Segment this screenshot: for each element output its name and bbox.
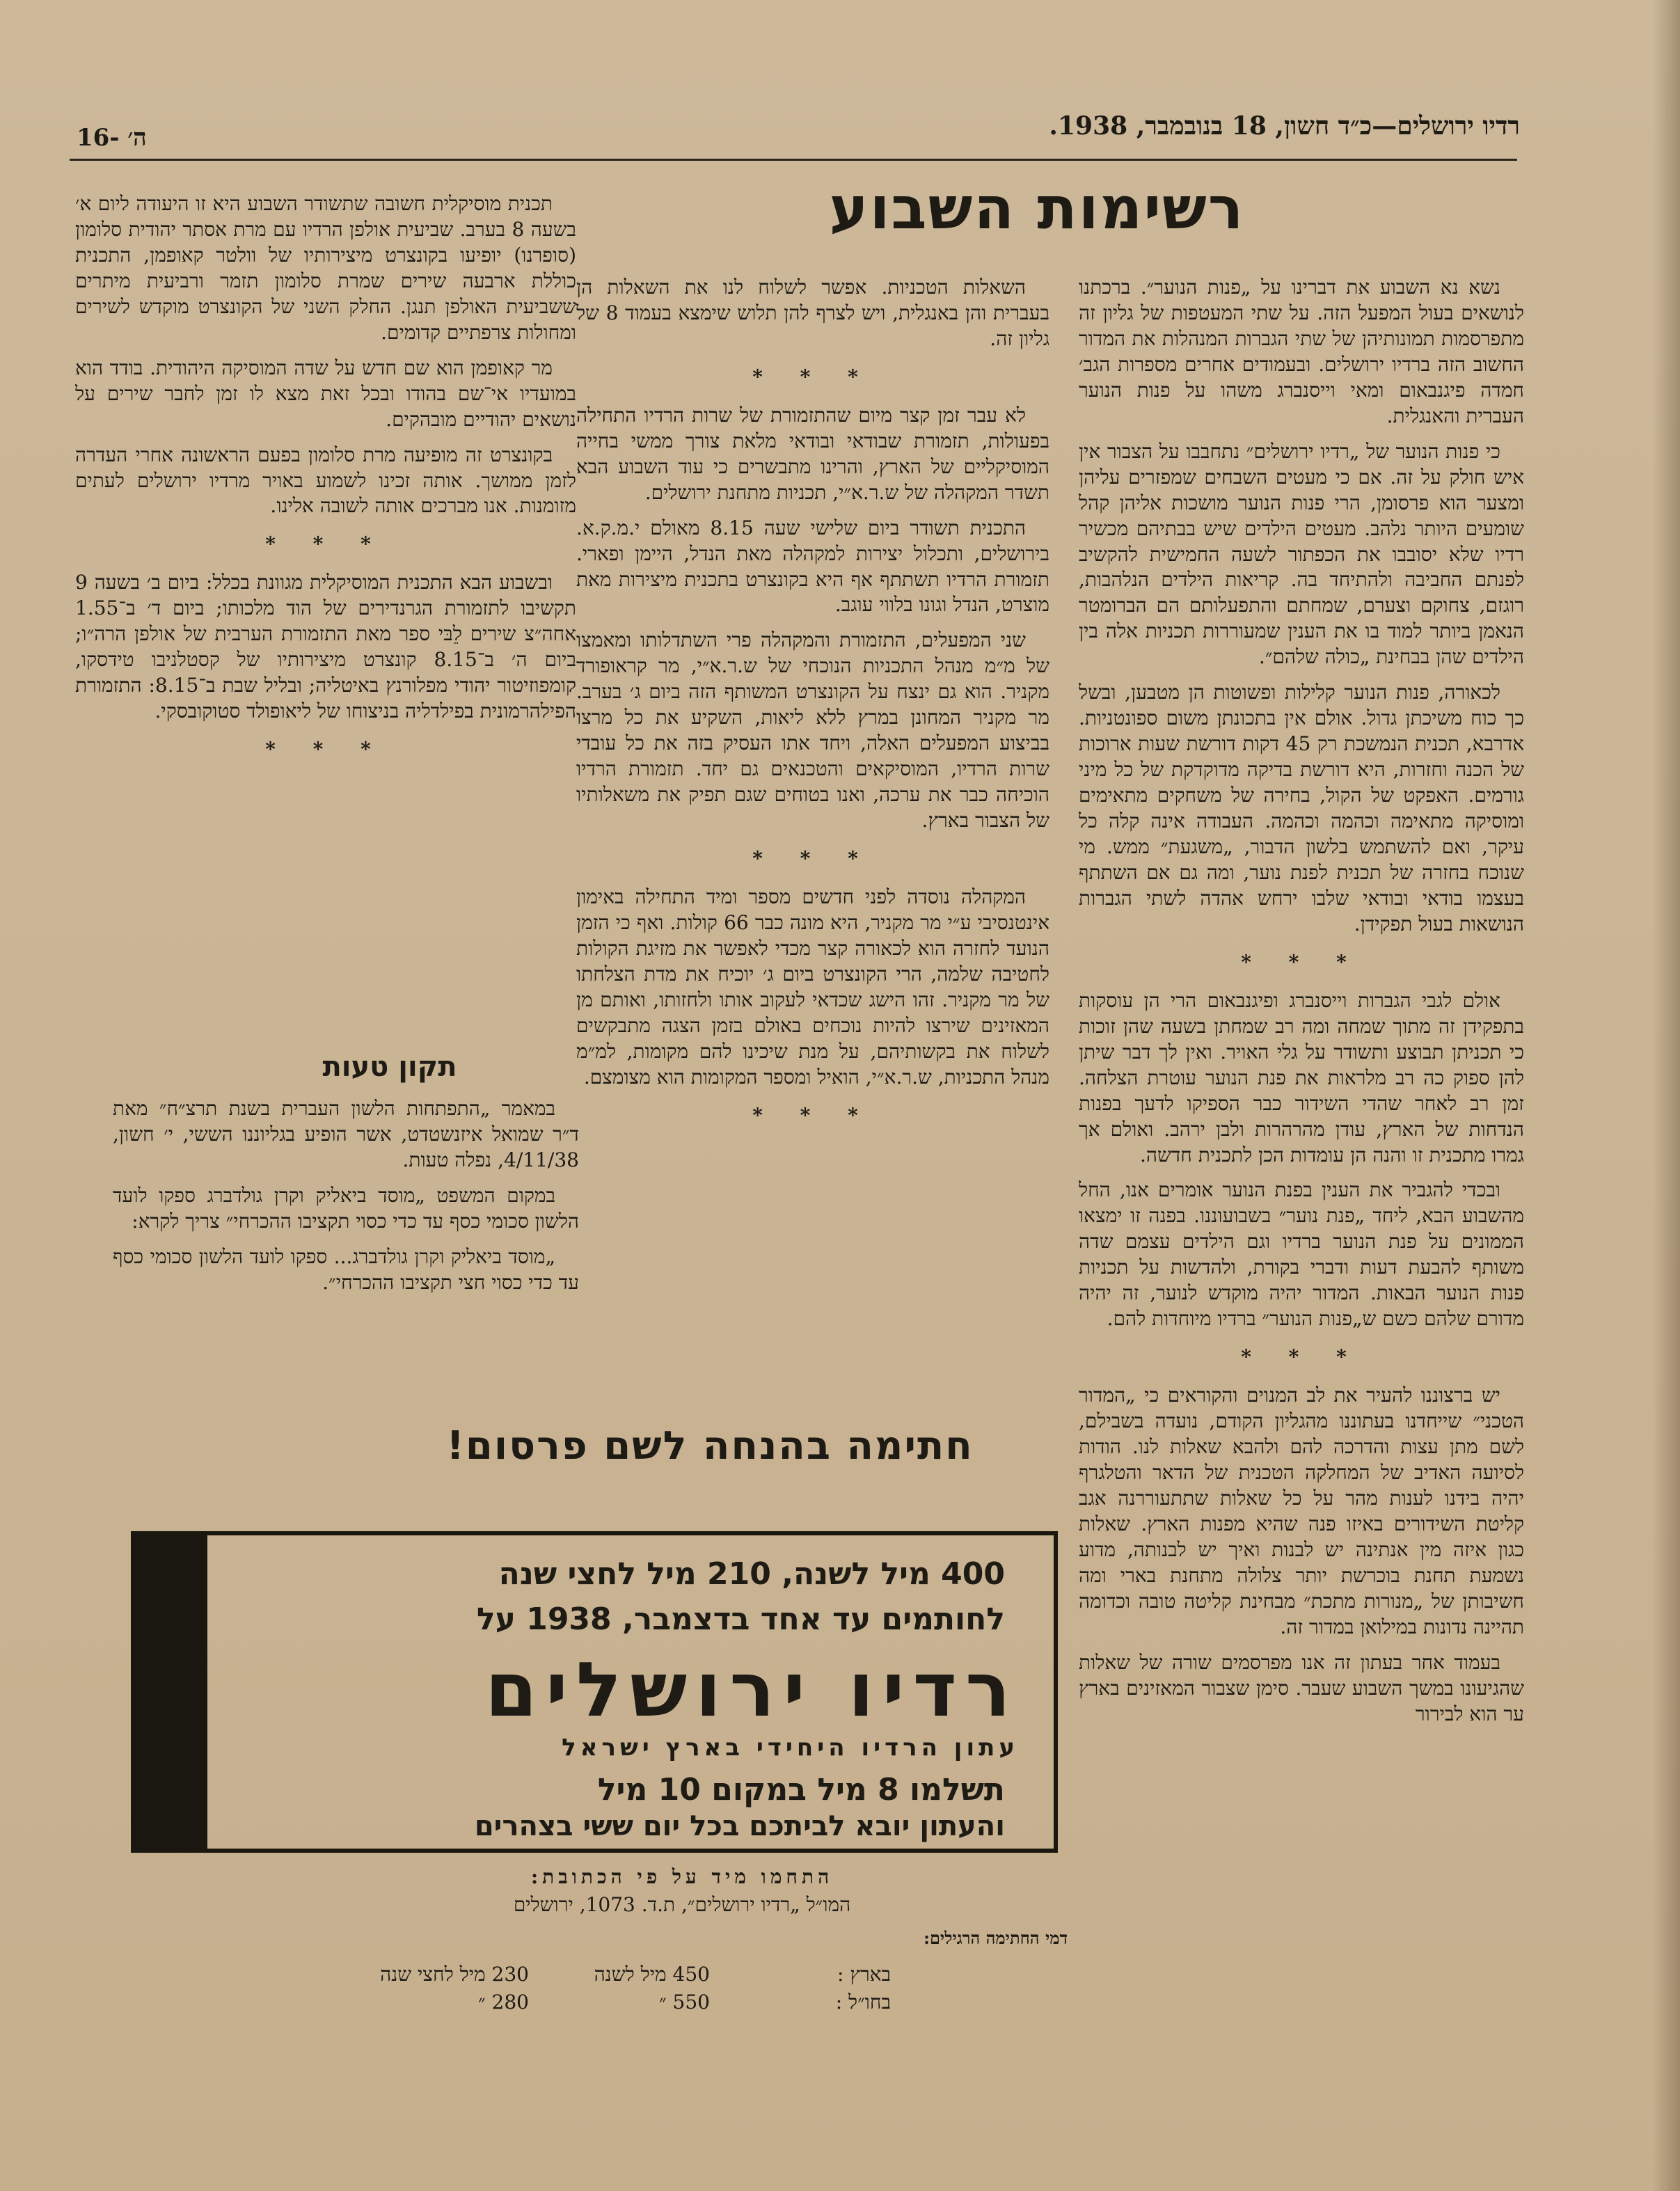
dateline: רדיו ירושלים—כ״ד חשון, 18 בנובמבר, 1938.	[1049, 111, 1520, 141]
paragraph: במקום המשפט „מוסד ביאליק וקרן גולדברג ספקו לועד הלשון סכומי כסף עד כדי כסוי תקציבו ההכרחי״ צריך לקרא:	[113, 1183, 579, 1233]
paragraph: בעמוד אחר בעתון זה אנו מפרסמים שורה של שאלות שהגיעונו במשך השבוע שעבר. סימן שצבור המאזינים בארץ ער הוא לבירור	[1079, 1650, 1524, 1725]
ad-price-line: 400 מיל לשנה, 210 מיל לחצי שנה	[498, 1556, 1005, 1592]
separator-stars: * * *	[265, 738, 386, 761]
ad-brand: רדיו ירושלים	[484, 1647, 1019, 1734]
paragraph: תכנית מוסיקלית חשובה שתשודר השבוע היא זו היעודה ליום א׳ בשעה 8 בערב. שביעית אולפן הרדיו עם מרת אסתר יהודית סלומון (סופרנו) יופיעו בקונצרט מיצירותיו של וולטר קאופמן, התכנית כוללת ארבעה שירים שמרת סלומון תזמר ורביעית מיתרים ששביעית האולפן תנגן. החלק השני של הקונצרט מוקדש לשירים ומחולות צרפתיים קדומים.	[75, 192, 576, 344]
prices-heading: דמי החתימה הרגילים:	[924, 1928, 1068, 1948]
paragraph: נשא נא השבוע את דברינו על „פנות הנוער״. ברכתנו לנושאים בעול המפעל הזה. על שתי המעטפות של גליון זה מתפרסמות תמונותיהן של שתי הגברות המנהלות את המדור החשוב הזה ברדיו ירושלים. ובעמודים אחרים מספרות הגב׳ חמדה פיגנבאום ומאי וייסנברג משהו על פנות הנוער העברית והאנגלית.	[1079, 276, 1524, 427]
paragraph: התכנית תשודר ביום שלישי שעה 8.15 מאולם י.מ.ק.א. בירושלים, ותכלול יצירות למקהלה מאת הנדל, היימן ופארי. תזמורת הרדיו תשתתף אף היא בקונצרט בתכנית מיצירות מאת מוצרט, הנדל וגונו בלווי עוגב.	[576, 516, 1049, 617]
paragraph: ובשבוע הבא התכנית המוסיקלית מגוונת בכלל: ביום ב׳ בשעה 9 תקשיבו לתזמורת הגרנדירים של הוד מלכותו; ביום ד׳ ב־1.55 אחה״צ שירים לֵבּי ספר מאת התזמורת הערבית של אולפן הרה״ו; ביום ה׳ ב־8.15 קונצרט מיצירותיו של קסטלניבו טידסקו, קומפוזיטור יהודי מפלורנץ באיטליה; ובליל שבת ב־8.15: התזמורת הפילהרמונית בפילדליה בניצוחו של ליאופולד סטוקובסקי.	[75, 571, 576, 723]
paragraph: לא עבר זמן קצר מיום שהתזמורת של שרות הרדיו התחילה בפעולות, תזמורת שבודאי ובודאי מלאת צורך ממשי בחייה המוסיקליים של הארץ, והרינו מתבשרים כי עוד השבוע הבא תשדר המקהלה של ש.ר.א״י, תכניות מתחנת ירושלים.	[576, 403, 1049, 504]
paragraph: המקהלה נוסדה לפני חדשים מספר ומיד התחילה באימון אינטנסיבי ע״י מר מקניר, היא מונה כבר 66 קולות. ואף כי הזמן הנועד לחזרה הוא לכאורה קצר מכדי לאפשר את מזיגת הקולות לחטיבה שלמה, הרי הקונצרט ביום ג׳ יוכיח את מדת הצלחתו של מר מקניר. זהו הישג שכדאי לעקוב אותו ולחזותו, ואותם מן המאזינים שירצו להיות נוכחים באולם בזמן הצגה מתבקשים לשלוח את בקשותיהם, על מנת שיכינו להם מקומות, למ״מ מנהל התכניות, ש.ר.א״י, הואיל ומספר המקומות הוא מצומצם.	[576, 885, 1049, 1089]
paragraph: שני המפעלים, התזמורת והמקהלה פרי השתדלותו ומאמצו של מ״מ מנהל התכניות הנוכחי של ש.ר.א״י, מר קראופורד מקניר. הוא גם ינצח על הקונצרט המשותף הזה ביום ג׳ בערב. מר מקניר המחונן במרץ ללא ליאות, השקיע את כל מרצו בביצוע המפעלים האלה, ויחד אתו העסיק בזה את כל עובדי שרות הרדיו, המוסיקאים והטכנאים גם יחד. תזמורת הרדיו הוכיחה כבר את ערכה, ואנו בטוחים שגם תפיק את משאלותיו של הצבור בארץ.	[576, 628, 1049, 832]
middle-column	[576, 275, 1049, 1347]
paragraph: יש ברצוננו להעיר את לב המנוים והקוראים כי „המדור הטכני״ שייחדנו בעתוננו מהגליון הקודם, נועדה בשבילם, לשם מתן עצות והדרכה להם ולהבא שאלות לנו. הודות לסיועה האדיב של המחלקה הטכנית של הדאר והטלגרף יהיה בידנו לענות מהר על כל שאלות שתתעוררנה אגב קליטת השידורים באיזו פנה שהיא מפנות הארץ. שאלות כגון איזה מין אנתינה יש לבנות ואיך יש לבנותה, מדוע נשמעת תחנת בוכרשת יותר צלולה מתחנת בארי ומה חשיבותן של „מנורות מתכת״ מבחינת קליטה טובה וכדומה תהיינה נדונות במילואן במדור זה.	[1079, 1384, 1524, 1638]
order-address: המו״ל „רדיו ירושלים״, ת.ד. 1073, ירושלים	[513, 1893, 851, 1916]
subscription-ad	[131, 1531, 1058, 1853]
separator-stars: * * *	[265, 532, 386, 556]
page-title: רשימות השבוע	[829, 174, 1245, 242]
price-half: 230 מיל לחצי שנה	[380, 1963, 529, 1986]
separator-stars: * * *	[752, 365, 873, 388]
separator-stars: * * *	[1241, 950, 1362, 974]
correction-heading: תקון טעות	[322, 1051, 457, 1083]
page-number: ה׳ -16	[77, 124, 147, 152]
right-column	[1079, 275, 1524, 2154]
paragraph: השאלות הטכניות. אפשר לשלוח לנו את השאלות הן בעברית והן באנגלית, ויש לצרף להן תלוש שימצא בעמוד 8 של גליון זה.	[576, 276, 1049, 350]
separator-stars: * * *	[1241, 1345, 1362, 1369]
page-edge-shadow	[1652, 0, 1680, 2191]
price-year: 550 ״	[659, 1991, 710, 2014]
ad-tagline: עתון הרדיו היחידי בארץ ישראל	[562, 1734, 1019, 1762]
separator-stars: * * *	[752, 1103, 873, 1127]
ad-deadline-line: לחותמים עד אחד בדצמבר, 1938 על	[476, 1601, 1005, 1637]
correction-notice	[113, 1096, 579, 1375]
header-rule	[70, 159, 1517, 161]
subscription-slogan: חתימה בהנחה לשם פרסום!	[446, 1423, 974, 1469]
paragraph: אולם לגבי הגברות וייסנברג ופיגנבאום הרי הן עוסקות בתפקידן זה מתוך שמחה ומה רב שמחתן בשעה שהן זוכות כי תכניתן תבוצע ותשודר על גלי האויר. ואין לך דבר שיתן להן ספוק כה רב מלראות את פנת הנוער עוטרת הצלחה. זמן רב לאחר שהדי השידור כבר הספיקו לדעך בפנות הנדחות של הארץ, עודן מהרהרות ולבן ירהב. ואולם אך גמרו מתכנית זו והנה הן עומדות הכן לתכנית חדשה.	[1079, 988, 1524, 1166]
paragraph: במאמר „התפתחות הלשון העברית בשנת תרצ״ח״ מאת ד״ר שמואל איזנשטדט, אשר הופיע בגליוננו הששי, י׳ חשון, 4/11/38, נפלה טעות.	[113, 1097, 579, 1171]
paragraph: לכאורה, פנות הנוער קלילות ופשוטות הן מטבען, ובשל כך כוח משיכתן גדול. אולם אין בתכונתן משום ספונטניות. אדרבא, תכנית הנמשכת רק 45 דקות דורשת שעות ארוכות של הכנה וחזרות, היא דורשת בדיקה מדוקדקת של כל מיני גורמים. האפקט של הקול, בחירה של משחקים מתאימים ומוסיקה מתאימה וכהמה וכהמה. העבודה אינה קלה כל עיקר, ואם להשתמש בלשון הדבור, „משגעת״ ממש. מי שנוכח בחזרה של תכנית לפנת נוער, ומה גם אם השתתף בעצמו בודאי ובודאי שלבו ירחש אהדה לשתי הגברות הנושאות בעול תפקידן.	[1079, 681, 1524, 935]
price-half: 280 ״	[478, 1991, 529, 2014]
paragraph: בקונצרט זה מופיעה מרת סלומון בפעם הראשונה אחרי העדרה לזמן ממושך. אותה זכינו לשמוע באויר מרדיו ירושלים לעתים מזומנות. אנו מברכים אותה לשובה אלינו.	[75, 443, 576, 518]
ad-delivery-line: והעתון יובא לביתכם בכל יום ששי בצהרים	[474, 1810, 1005, 1842]
price-place: בארץ :	[837, 1963, 891, 1986]
paragraph: כי פנות הנוער של „רדיו ירושלים״ נתחבבו על הצבור אין איש חולק על זה. אם כי מעטים השבחים שמפזרים עליהן ומצער הוא פרסומן, הרי פנות הנוער מושכות אליהן קהל שומעים היותר נלהב. מעטים הילדים שיש בבתיהם מכשיר רדיו שלא יסובבו את הכפתור לשעה החמישית להקשיב לפנתם החביבה ולהתיחד בה. קריאות הילדים הנלהבות, רוגזם, צחוקם וצערם, שמחתם והתפעלותם הם הברומטר הנאמן ביותר למוד בו את הענין שמעוררות תכניות אלה בין הילדים שהן בבחינת „כולה שלהם״.	[1079, 439, 1524, 669]
ad-offer-line: תשלמו 8 מיל במקום 10 מיל	[597, 1772, 1005, 1808]
paragraph: מר קאופמן הוא שם חדש על שדה המוסיקה היהודית. בודד הוא במועדיו אי־שם בהודו ובכל זאת מצא לו זמן לחבר שירים על נושאים יהודיים מובהקים.	[75, 356, 576, 431]
paragraph: „מוסד ביאליק וקרן גולדברג... ספקו לועד הלשון סכומי כסף עד כדי כסוי חצי תקציבו ההכרחי״.	[113, 1244, 579, 1294]
separator-stars: * * *	[752, 847, 873, 871]
ad-black-bar	[135, 1535, 207, 1849]
price-year: 450 מיל לשנה	[594, 1963, 710, 1986]
paragraph: ובכדי להגביר את הענין בפנת הנוער אומרים אנו, החל מהשבוע הבא, ליחד „פנת נוער״ בשבועוננו. בפנה זו ימצאו הממונים על פנת הנוער ברדיו וגם הילדים עצמם שדה משותף להבעת דעות ודברי בקורת, ולהדשות על תכניות פנות הנוער הבאות. המדור יהיה מוקדש לנוער, זה יהיה מדורם שלהם כשם ש„פנות הנוער״ ברדיו מיוחדות להם.	[1079, 1178, 1524, 1331]
price-place: בחו״ל :	[835, 1991, 891, 2014]
order-instruction: התחמו מיד על פי הכתובת:	[530, 1865, 834, 1888]
left-column	[75, 191, 576, 1180]
